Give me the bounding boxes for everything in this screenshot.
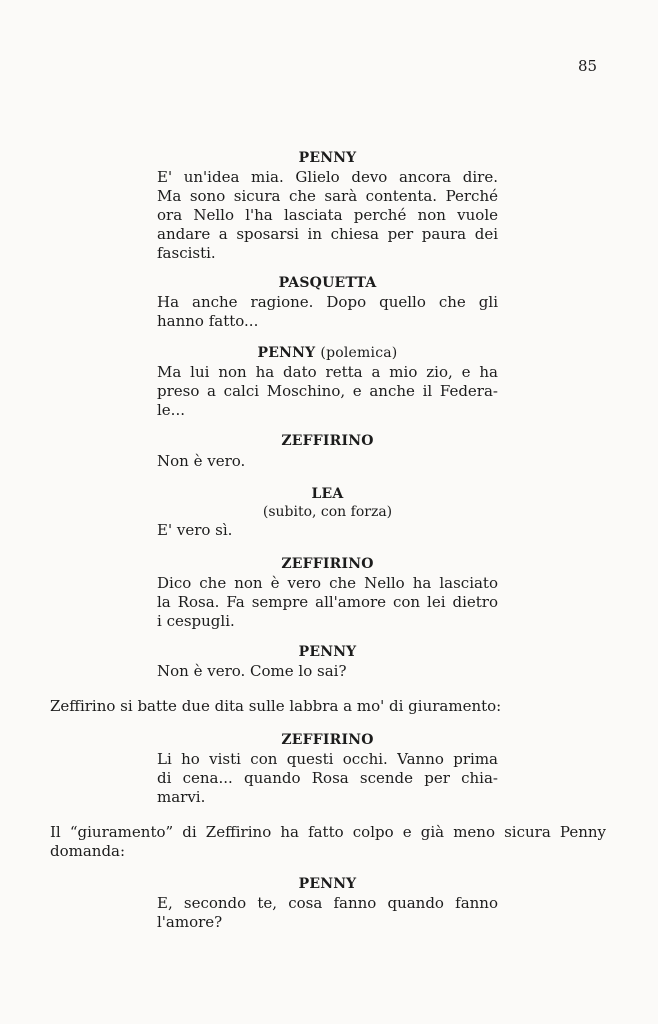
- dialogue-line: E' un'idea mia. Glielo devo ancora dire.: [157, 168, 498, 186]
- dialogue-line: hanno fatto...: [157, 312, 259, 330]
- dialogue-line: Ma sono sicura che sarà contenta. Perché: [157, 187, 498, 205]
- speaker-name: PENNY: [298, 644, 357, 660]
- dialogue-line: marvi.: [157, 788, 206, 806]
- stage-direction: Il “giuramento” di Zeffirino ha fatto colpo e già meno sicura Penny: [50, 823, 606, 841]
- dialogue-line: Non è vero. Come lo sai?: [157, 662, 347, 680]
- page-number: 85: [578, 57, 598, 75]
- dialogue-line: Ma lui non ha dato retta a mio zio, e ha: [157, 363, 498, 381]
- dialogue-line: Dico che non è vero che Nello ha lasciato: [157, 574, 498, 592]
- stage-direction: domanda:: [50, 842, 126, 860]
- dialogue-line: Ha anche ragione. Dopo quello che gli: [157, 293, 498, 311]
- speaker-name: LEA: [311, 486, 344, 502]
- speaker-name: PENNY: [298, 150, 357, 166]
- dialogue-line: preso a calci Moschino, e anche il Federa-: [157, 382, 498, 400]
- speaker-name: ZEFFIRINO: [281, 433, 374, 449]
- speaker-name: PENNY: [298, 876, 357, 892]
- dialogue-line: E, secondo te, cosa fanno quando fanno: [157, 894, 498, 912]
- dialogue-line: ora Nello l'ha lasciata perché non vuole: [157, 206, 498, 224]
- parenthetical: (subito, con forza): [262, 504, 393, 520]
- speaker-name: [157, 345, 498, 361]
- dialogue-line: l'amore?: [157, 913, 223, 931]
- stage-direction: Zeffirino si batte due dita sulle labbra a mo' di giuramento:: [50, 697, 502, 715]
- speaker-name: ZEFFIRINO: [281, 732, 374, 748]
- dialogue-line: i cespugli.: [157, 612, 235, 630]
- dialogue-line: andare a sposarsi in chiesa per paura dei: [157, 225, 498, 243]
- dialogue-line: di cena... quando Rosa scende per chia-: [157, 769, 498, 787]
- speaker-name-text: PENNY: [257, 345, 316, 361]
- dialogue-line: le...: [157, 401, 185, 419]
- dialogue-line: E' vero sì.: [157, 521, 233, 539]
- speaker-name: ZEFFIRINO: [281, 556, 374, 572]
- dialogue-line: Non è vero.: [157, 452, 246, 470]
- dialogue-line: la Rosa. Fa sempre all'amore con lei dietro: [157, 593, 498, 611]
- speaker-note: (polemica): [320, 345, 398, 361]
- speaker-name: PASQUETTA: [278, 275, 377, 291]
- dialogue-line: fascisti.: [157, 244, 216, 262]
- dialogue-line: Li ho visti con questi occhi. Vanno prima: [157, 750, 498, 768]
